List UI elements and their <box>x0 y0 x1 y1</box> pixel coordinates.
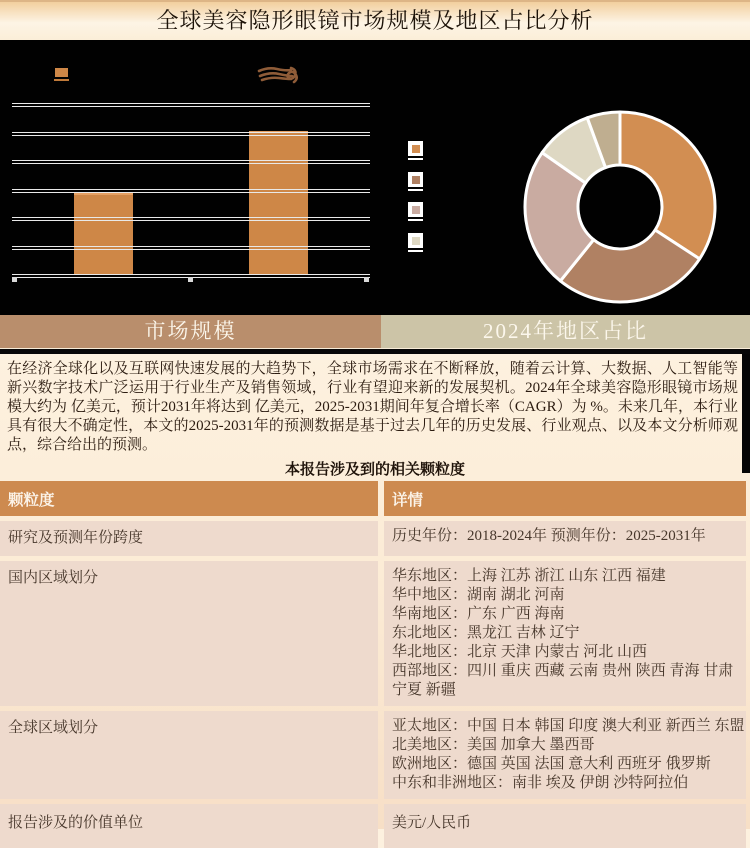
axis-tick <box>188 277 193 282</box>
bar <box>249 131 308 274</box>
table-row <box>0 521 746 556</box>
row-label-cell: 研究及预测年份跨度 <box>0 521 378 556</box>
donut-legend-item <box>408 141 423 160</box>
donut-legend-underline <box>408 250 423 252</box>
header-cell-granularity: 颗粒度 <box>0 481 378 516</box>
bar-legend-underline <box>54 79 69 81</box>
gridline <box>12 103 370 107</box>
gridline <box>12 217 370 221</box>
table-heading: 本报告涉及到的相关颗粒度 <box>284 462 465 478</box>
detail-line: 中东和非洲地区：南非 埃及 伊朗 沙特阿拉伯 <box>392 775 689 791</box>
detail-line: 华南地区：广东 广西 海南 <box>392 606 565 622</box>
gridline <box>12 189 370 193</box>
gridline <box>12 246 370 250</box>
donut-legend-swatch-box <box>408 233 423 248</box>
bar-legend-swatch <box>55 68 68 77</box>
content <box>0 354 750 829</box>
axis-tick <box>12 277 17 282</box>
donut-legend-underline <box>408 158 423 160</box>
page-title: 全球美容隐形眼镜市场规模及地区占比分析 <box>156 8 594 33</box>
detail-line: 华北地区：北京 天津 内蒙古 河北 山西 <box>392 644 648 660</box>
row-detail-cell <box>384 711 746 799</box>
detail-line: 美元/人民币 <box>392 815 472 831</box>
table-row <box>0 561 746 706</box>
detail-line: 历史年份：2018-2024年 预测年份：2025-2031年 <box>392 528 706 544</box>
chart-panel <box>0 40 750 315</box>
detail-line: 亚太地区：中国 日本 韩国 印度 澳大利亚 新西兰 东盟 <box>392 718 745 734</box>
detail-line: 华中地区：湖南 湖北 河南 <box>392 587 565 603</box>
table-row <box>0 804 746 848</box>
row-detail-cell <box>384 521 746 556</box>
scribble-annotation-icon <box>257 62 303 86</box>
donut-legend-underline <box>408 219 423 221</box>
donut-legend-swatch-box <box>408 172 423 187</box>
banner <box>0 315 750 348</box>
row-detail-cell <box>384 561 746 706</box>
donut-legend-swatch <box>412 237 420 245</box>
row-detail-cell <box>384 804 746 848</box>
axis-tick <box>364 277 369 282</box>
gridline <box>12 132 370 136</box>
detail-line: 北美地区：美国 加拿大 墨西哥 <box>392 737 595 753</box>
detail-line: 华东地区：上海 江苏 浙江 山东 江西 福建 <box>392 568 666 584</box>
donut-chart <box>522 109 718 305</box>
donut-legend-swatch-box <box>408 141 423 156</box>
donut-legend-swatch-box <box>408 202 423 217</box>
donut-legend-item <box>408 233 423 252</box>
row-label-cell: 全球区域划分 <box>0 711 378 799</box>
intro-paragraph: 在经济全球化以及互联网快速发展的大趋势下，全球市场需求在不断释放，随着云计算、大数据、人工智能等新兴数字技术广泛运用于行业生产及销售领域，行业有望迎来新的发展契机。2024年全球美容隐形眼镜市场规模大约为 亿美元，预计2031年将达到 亿美元，2025-2031期间年复合增长率（CAGR）为 %。未来几年，本行业具有很大不确定性，本文的2025-2031年的预测数据是基于过去几年的历史发展、行业观点、以及本文分析师观点，综合给出的预测。 <box>7 361 738 453</box>
row-label-cell: 国内区域划分 <box>0 561 378 706</box>
donut-legend-swatch <box>412 206 420 214</box>
donut-legend-item <box>408 172 423 191</box>
donut-legend-item <box>408 202 423 221</box>
gridline <box>12 160 370 164</box>
table-header-row <box>0 481 746 516</box>
title-bar <box>0 0 750 40</box>
table-row <box>0 711 746 799</box>
detail-line: 东北地区：黑龙江 吉林 辽宁 <box>392 625 580 641</box>
donut-legend-swatch <box>412 145 420 153</box>
banner-left-label: 市场规模 <box>0 315 381 348</box>
row-label-cell: 报告涉及的价值单位 <box>0 804 378 848</box>
donut-legend-swatch <box>412 176 420 184</box>
banner-right-label: 2024年地区占比 <box>381 315 750 348</box>
bar-chart <box>0 40 400 315</box>
detail-line: 西部地区：四川 重庆 西藏 云南 贵州 陕西 青海 甘肃 宁夏 新疆 <box>392 663 734 698</box>
granularity-table <box>0 481 750 848</box>
detail-line: 欧洲地区：德国 英国 法国 意大利 西班牙 俄罗斯 <box>392 756 711 772</box>
donut-legend-underline <box>408 189 423 191</box>
bar <box>74 193 133 274</box>
header-cell-details: 详情 <box>384 481 746 516</box>
right-black-strip <box>742 354 750 473</box>
